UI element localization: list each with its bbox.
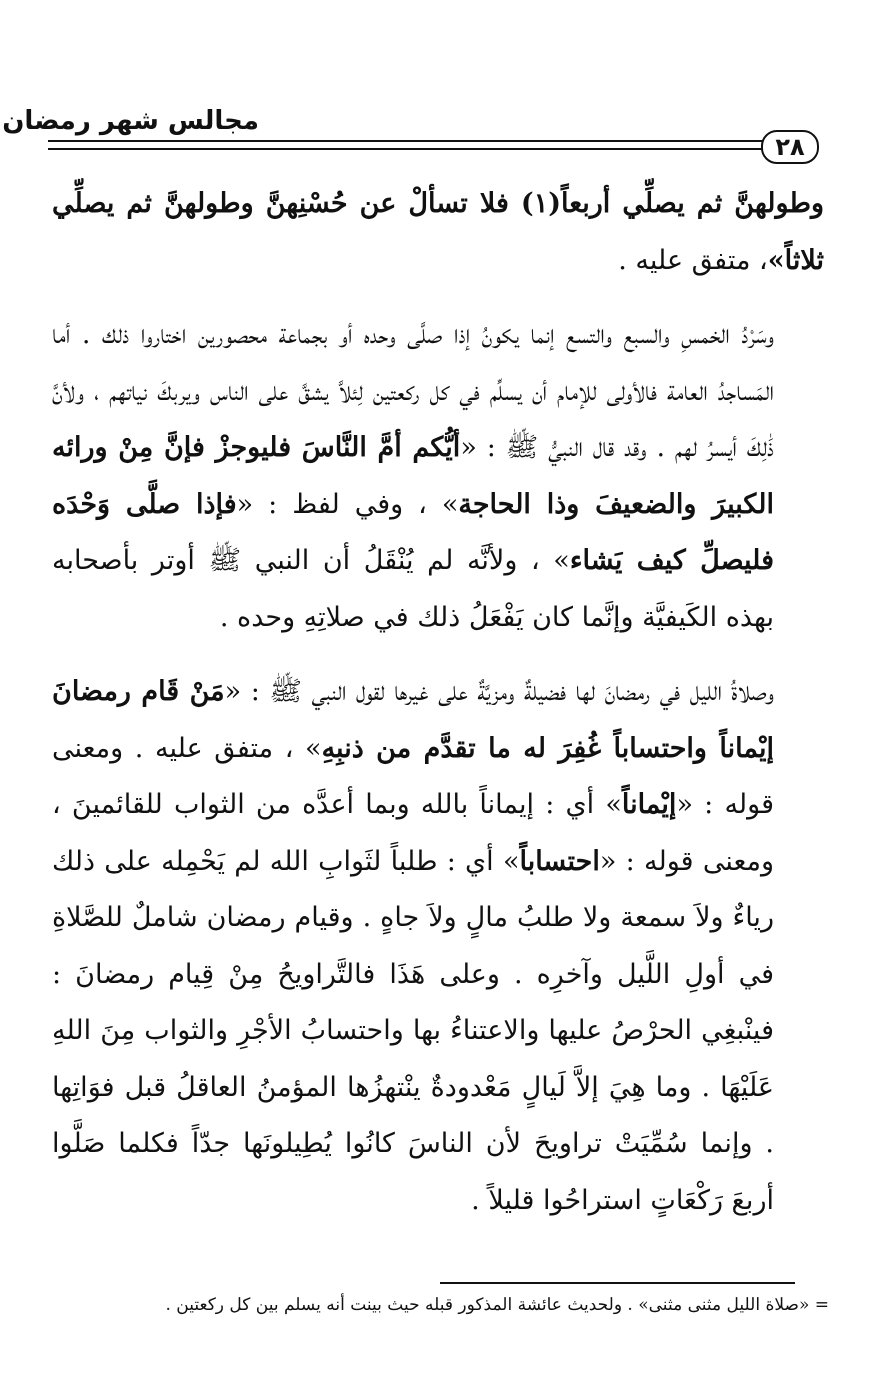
paragraph-3 <box>52 664 824 1229</box>
hadith-quote: وطولهنَّ ثم يصلِّي أربعاً(١) فلا تسألْ عن حُسْنِهنَّ وطولهنَّ ثم يصلِّي ثلاثاً» <box>52 188 824 276</box>
hadith-quote: مَنْ قَام رمضانَ إيْماناً واحتساباً غُفِرَ له ما تقدَّم من ذنبِهِ <box>52 676 774 764</box>
paragraph-2 <box>52 307 824 646</box>
hadith-quote: فإذا صلَّى وَحْدَه فليصلِّ كيف يَشاء <box>52 488 774 576</box>
footnote-rule <box>440 1282 795 1284</box>
page-number: ٢٨ <box>761 130 819 164</box>
paragraph-text: ، متفق عليه . <box>618 244 768 276</box>
header-rule-bottom <box>48 148 774 150</box>
quoted-term: احتساباً <box>519 845 600 877</box>
quoted-term: إيْماناً <box>621 789 677 820</box>
paragraph-text: » ، متفق عليه . ومعنى قوله : « <box>52 732 774 820</box>
body-text <box>52 176 824 1229</box>
running-title: مجالس شهر رمضان <box>2 106 259 136</box>
paragraph-1 <box>52 176 824 289</box>
paragraph-text: وسَرْدُ الخمسِ والسبع والتسع إنما يكونُ إذا صلَّى وحده أو بجماعة محصورين اختاروا ذلك . أما المَساجدُ العامة فالأولى للإمام أن يسلِّم في كل ركعتين لِئلاَّ يشقَّ على الناس ويربكَ نياتهم ، ولأنَّ ذَٰلِكَ أيسرُ لهم . وقد قال النبيُّ ﷺ : « <box>52 319 774 463</box>
paragraph-text: » أي : إيماناً بالله وبما أعدَّه من الثواب للقائمينَ ، ومعنى قوله : « <box>52 789 774 877</box>
paragraph-text: » ، ولأنَّه لم يُنْقَلُ أن النبي ﷺ أوتر بأصحابه بهذه الكَيفيَّة وإنَّما كان يَفْعَلُ ذلك في صلاتِهِ وحده . <box>52 545 774 633</box>
header-rule-top <box>48 140 774 142</box>
paragraph-text: » أي : طلباً لثَوابِ الله لم يَحْمِله على ذلك رياءٌ ولاَ سمعة ولا طلبُ مالٍ ولاَ جاهٍ . وقيام رمضان شاملٌ للصَّلاةِ في أولِ اللَّيل وآخرِه . وعلى هَذَا فالتَّراويحُ مِنْ قِيام رمضانَ : فينْبغِي الحرْصُ عليها والاعتناءُ بها واحتسابُ الأجْرِ والثواب مِنَ اللهِ عَلَيْهَا . وما هِيَ إلاَّ لَيالٍ مَعْدودةٌ ينْتهزُها المؤمنُ العاقلُ قبل فوَاتِها . وإنما سُمِّيَتْ تراويحَ لأن الناسَ كانُوا يُطِيلونَها جدّاً فكلما صَلَّوا أربعَ رَكْعَاتٍ استراحُوا قليلاً . <box>52 845 774 1216</box>
footnote: = «صلاة الليل مثنى مثنى» . ولحديث عائشة المذكور قبله حيث بينت أنه يسلم بين كل ركعتين . <box>165 1295 829 1315</box>
paragraph-text: » ، وفي لفظ : « <box>236 488 459 520</box>
hadith-quote: أيُّكم أمَّ النَّاسَ فليوجزْ فإنَّ مِنْ ورائه الكبيرَ والضعيفَ وذا الحاجة <box>52 432 775 520</box>
paragraph-text: وصلاةُ الليل في رمضانَ لها فضيلةٌ ومزيَّةٌ على غيرها لقول النبي ﷺ : « <box>224 676 774 707</box>
